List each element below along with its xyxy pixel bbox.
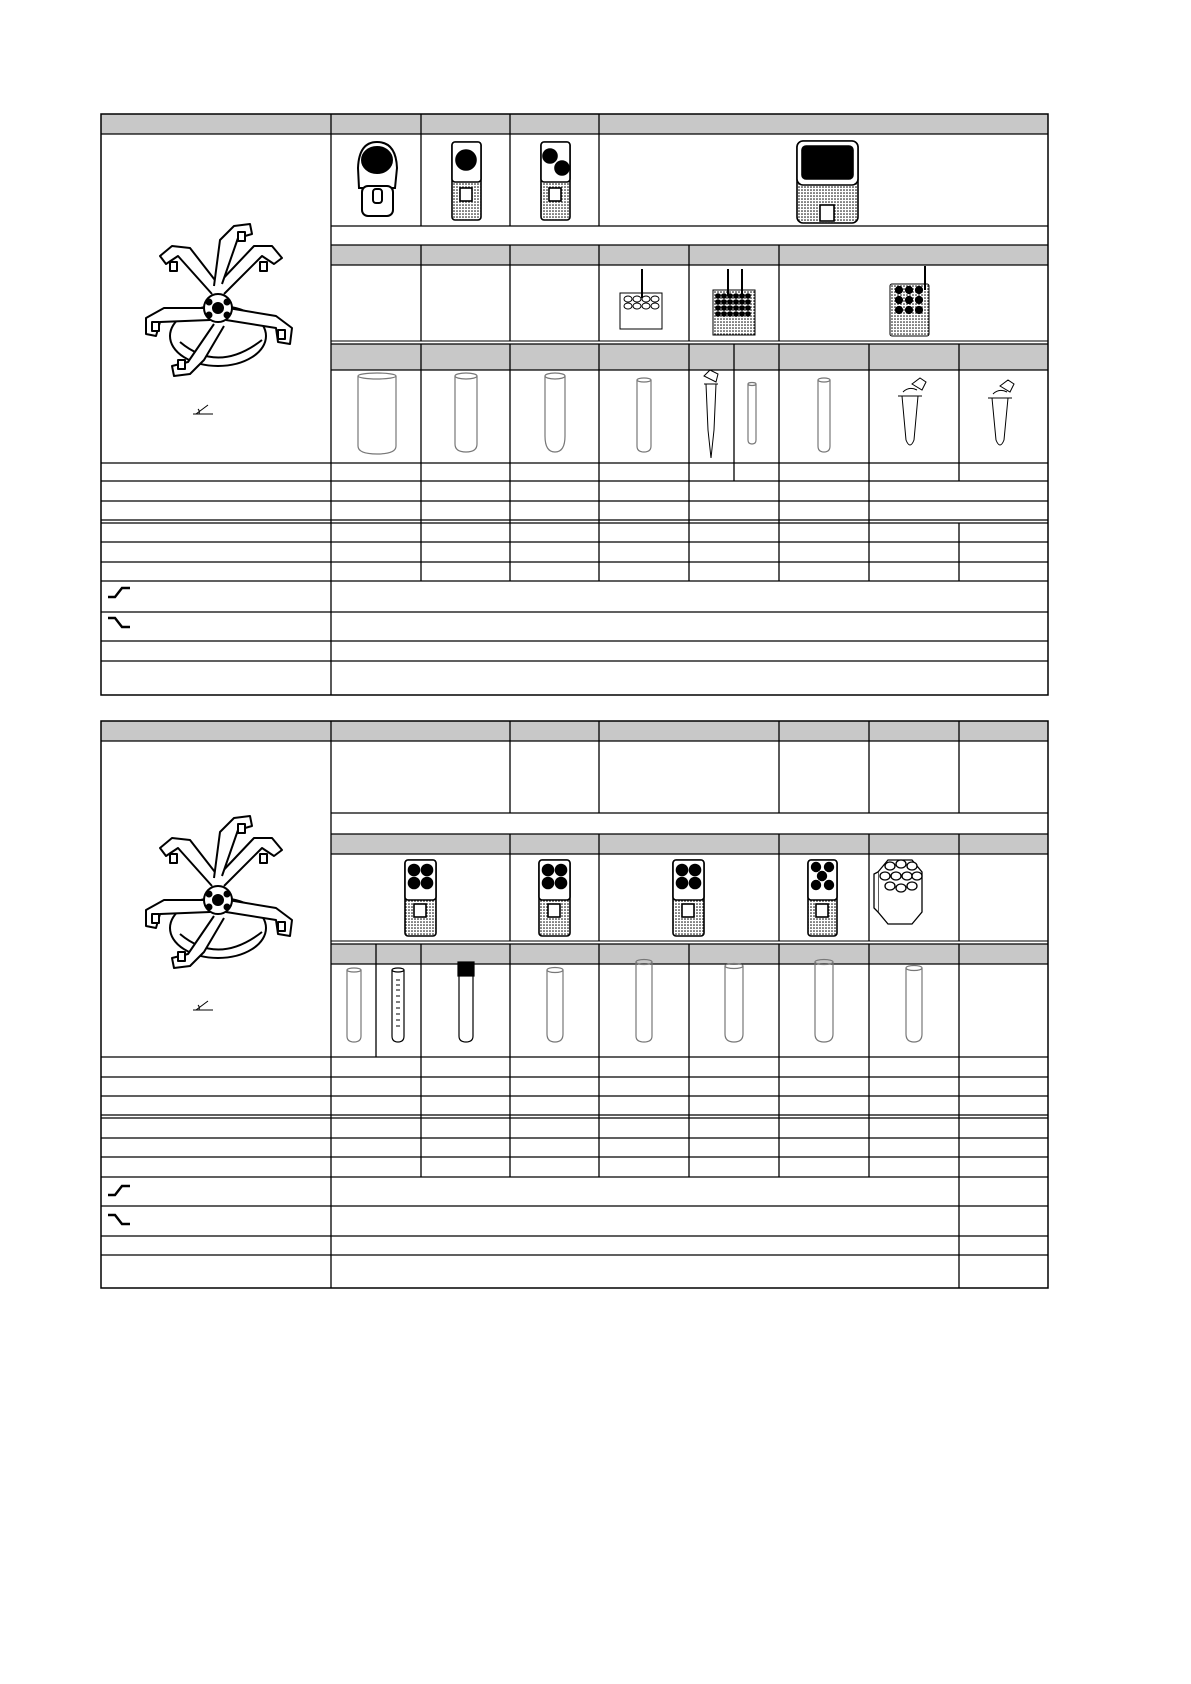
long-tube-icon <box>815 960 833 1043</box>
four-bore-adapter-icon <box>539 860 570 936</box>
single-bore-bucket-icon <box>452 142 481 220</box>
angle-icon <box>193 405 213 414</box>
round-bucket-icon <box>358 142 397 216</box>
round-end-tube-icon <box>818 378 830 452</box>
acceleration-ramp-icon <box>108 1186 130 1195</box>
double-bore-bucket-icon <box>541 142 570 220</box>
capped-tube-icon <box>458 962 474 1042</box>
deceleration-ramp-icon <box>108 618 130 627</box>
accessory-table-upper <box>101 114 1048 695</box>
wide-tube-icon <box>358 373 396 454</box>
deceleration-ramp-icon <box>108 1215 130 1224</box>
swing-out-rotor-icon <box>146 816 292 968</box>
long-tube-icon <box>636 960 652 1043</box>
round-bottom-tube-icon <box>455 373 477 452</box>
lidded-cup-tube-icon <box>988 380 1014 445</box>
multi-hole-rack-adapter-icon <box>713 269 755 335</box>
nine-hole-rack-adapter-icon <box>890 266 929 336</box>
conical-bottom-tube-icon <box>545 373 565 452</box>
rectangular-bucket-icon <box>797 141 858 223</box>
accessory-table-lower <box>101 721 1048 1288</box>
angle-icon <box>193 1001 213 1010</box>
octagonal-adapter-icon <box>874 860 922 924</box>
rack-adapter-icon <box>620 269 662 329</box>
plain-tube-icon <box>906 966 922 1043</box>
lidded-cup-tube-icon <box>898 378 926 445</box>
plain-tube-icon <box>347 968 361 1042</box>
capped-conical-tube-icon <box>704 370 718 458</box>
four-bore-adapter-icon <box>673 860 704 936</box>
round-end-tube-icon <box>725 964 743 1043</box>
narrow-tube-icon <box>637 378 651 452</box>
acceleration-ramp-icon <box>108 588 130 597</box>
barcoded-tube-icon <box>392 968 404 1042</box>
five-bore-adapter-icon <box>808 860 837 936</box>
plain-tube-icon <box>547 968 563 1043</box>
swing-out-rotor-icon <box>146 224 292 376</box>
four-bore-adapter-icon <box>405 860 436 936</box>
thin-tube-icon <box>748 383 756 445</box>
